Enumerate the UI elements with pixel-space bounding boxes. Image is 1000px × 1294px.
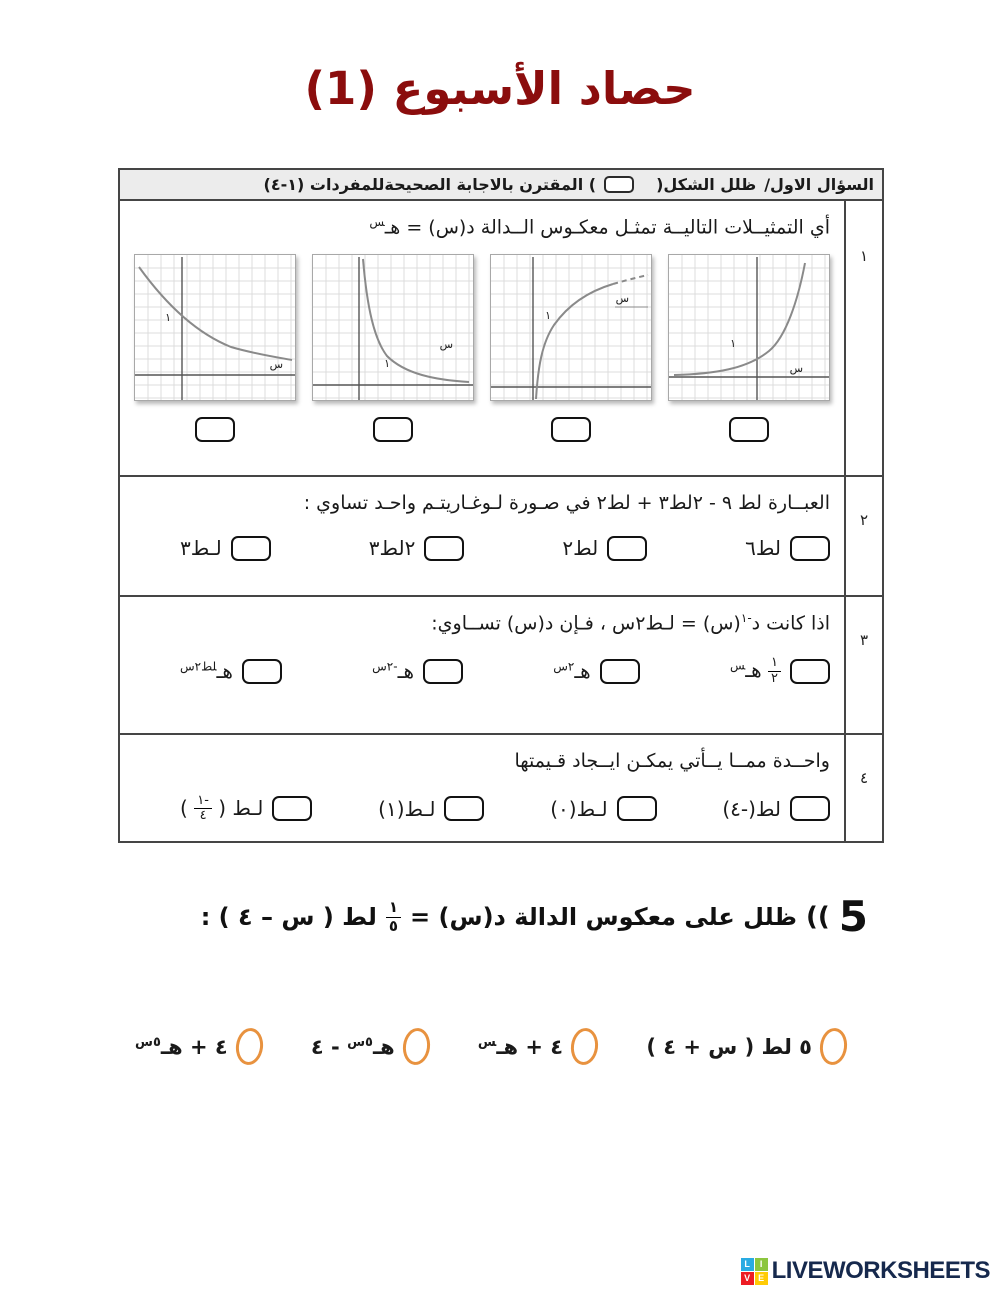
q5-option-4 [135, 1028, 263, 1065]
answer-checkbox[interactable] [617, 796, 657, 821]
answer-checkbox[interactable] [551, 417, 591, 442]
q2-option-4 [180, 536, 271, 561]
answer-checkbox[interactable] [729, 417, 769, 442]
x-axis-label: س [615, 291, 629, 305]
question-2-text: العبــارة لط ٩ - ٢لط٣ + لط٢ في صـورة لـوغـاريتـم واحـد تساوي : [303, 492, 830, 514]
x-axis-label: س [269, 357, 283, 371]
question-2-number: ٢ [844, 477, 882, 595]
answer-circle[interactable] [401, 1026, 432, 1066]
answer-checkbox[interactable] [444, 796, 484, 821]
answer-checkbox[interactable] [600, 659, 640, 684]
q3-option-2 [553, 659, 640, 684]
question-row-1 [120, 201, 882, 477]
header-instruction-after: ) المقترن بالاجابة الصحيحةللمفردات (١-٤) [263, 175, 597, 194]
graphs-row [134, 254, 830, 401]
question-1-text-sup: س [369, 215, 385, 229]
option-label: ٤ + هـ$^{٥س}$ [135, 1034, 228, 1059]
q5-option-3 [311, 1028, 430, 1065]
question-3-text-sup: -١ [740, 611, 752, 625]
q2-option-3 [369, 536, 465, 561]
liveworksheets-logo-icon [741, 1258, 768, 1285]
option-label: لـط٣ [180, 536, 222, 560]
answer-checkbox[interactable] [423, 659, 463, 684]
option-label: لط(-٤) [722, 796, 781, 821]
x-axis-label: س [439, 337, 453, 351]
graph-option-1 [668, 254, 830, 401]
value-label-one: ١ [384, 356, 390, 370]
option-label: هـ$^{-٢س}$ [372, 659, 414, 684]
option-label: لـط(٠) [550, 796, 608, 821]
q2-option-2 [562, 536, 647, 561]
question-3-text-main: اذا كانت د [751, 612, 830, 635]
q2-option-1 [745, 536, 830, 561]
q3-option-3 [372, 659, 463, 684]
answer-checkbox[interactable] [607, 536, 647, 561]
graph-option-2 [490, 254, 652, 401]
question-1-text-main: أي التمثيــلات التاليــة تمثـل معكـوس الــدالة د(س) = هـ [384, 216, 830, 239]
liveworksheets-wordmark: LIVEWORKSHEETS [771, 1257, 990, 1284]
question-1-number: ١ [844, 201, 882, 475]
answer-checkbox[interactable] [424, 536, 464, 561]
option-label: لـط ( $\frac{-١}{٤}$ ) [180, 792, 264, 824]
table-header [120, 170, 882, 201]
answer-checkbox[interactable] [790, 796, 830, 821]
question-4-number: ٤ [844, 735, 882, 841]
answer-circle[interactable] [818, 1026, 849, 1066]
graph-option-4 [134, 254, 296, 401]
option-label: هـ$^{لط٢س}$ [180, 659, 233, 684]
q3-options [134, 656, 830, 687]
question-5-parens: (( [806, 902, 830, 932]
value-label-one: ١ [545, 308, 551, 322]
answer-box-icon [604, 176, 634, 193]
q3-option-1 [730, 656, 830, 687]
q3-option-4 [180, 659, 282, 684]
value-label-one: ١ [730, 336, 736, 350]
answer-checkbox[interactable] [242, 659, 282, 684]
logarithmic-curve-graph [491, 255, 651, 400]
q4-options [134, 794, 830, 825]
q4-option-1 [722, 796, 830, 821]
answer-checkbox[interactable] [272, 796, 312, 821]
questions-table [118, 168, 884, 843]
answer-checkbox[interactable] [195, 417, 235, 442]
option-label: ٤ + هـ$^س$ [477, 1034, 564, 1059]
q4-option-2 [550, 796, 656, 821]
answer-circle[interactable] [234, 1026, 265, 1066]
exponential-curve-graph [669, 255, 829, 400]
q5-option-2 [478, 1028, 598, 1065]
logo-tile: V [741, 1272, 754, 1285]
fraction: $\frac{١}{٢}$ [768, 656, 781, 687]
steep-decreasing-curve-graph [313, 255, 473, 400]
q1-answer-row [134, 417, 830, 446]
gentle-decreasing-curve-graph [135, 255, 295, 400]
page-title: حصاد الأسبوع (1) [304, 62, 696, 115]
option-label: لط٦ [745, 536, 781, 560]
question-3-text-rest: (س) = لـط٢س ، فـإن د(س) تســاوي: [431, 612, 741, 635]
fraction: $\frac{١}{٥}$ [386, 899, 401, 935]
option-label: ٥ لط ( س + ٤ ) [646, 1034, 812, 1059]
logo-tile: E [755, 1272, 768, 1285]
option-label: لط٢ [562, 536, 599, 560]
logo-tile: L [741, 1258, 754, 1271]
header-question-label: السؤال الاول/ [764, 175, 874, 194]
option-label: ٢لط٣ [368, 536, 416, 560]
answer-checkbox[interactable] [373, 417, 413, 442]
question-row-3 [120, 597, 882, 735]
question-5 [200, 892, 868, 941]
question-3-number: ٣ [844, 597, 882, 733]
question-3-text [134, 609, 830, 638]
question-4-text: واحــدة ممــا يــأتي يمكـن ايــجاد قـيمتها [514, 750, 830, 772]
option-label: هـ$^{٢س}$ [553, 659, 591, 684]
logo-tile: I [755, 1258, 768, 1271]
fraction: $\frac{-١}{٤}$ [194, 794, 212, 825]
option-label: $\frac{١}{٢}$ هـ$^س$ [730, 656, 781, 687]
x-axis-label: س [789, 361, 803, 375]
header-instruction-before: ظلل الشكل( [656, 175, 757, 194]
option-label: لـط(١) [378, 796, 436, 821]
answer-checkbox[interactable] [231, 536, 271, 561]
question-5-text-after: لط ( س – ٤ ) : [200, 903, 377, 931]
q4-option-4 [180, 794, 312, 825]
q5-options [135, 1028, 847, 1065]
question-row-2 [120, 477, 882, 597]
q5-option-1 [646, 1028, 847, 1065]
answer-circle[interactable] [569, 1026, 600, 1066]
value-label-one: ١ [165, 310, 171, 324]
answer-checkbox[interactable] [790, 659, 830, 684]
question-5-text: ظلل على معكوس الدالة د(س) = [410, 903, 797, 931]
question-5-number: 5 [838, 892, 868, 941]
q2-options [134, 536, 830, 561]
liveworksheets-footer [741, 1257, 990, 1285]
option-label: هـ$^{٥س}$ - ٤ [310, 1034, 395, 1059]
question-row-4 [120, 735, 882, 841]
question-1-text [134, 213, 830, 242]
graph-option-3 [312, 254, 474, 401]
answer-checkbox[interactable] [790, 536, 830, 561]
q4-option-3 [378, 796, 484, 821]
